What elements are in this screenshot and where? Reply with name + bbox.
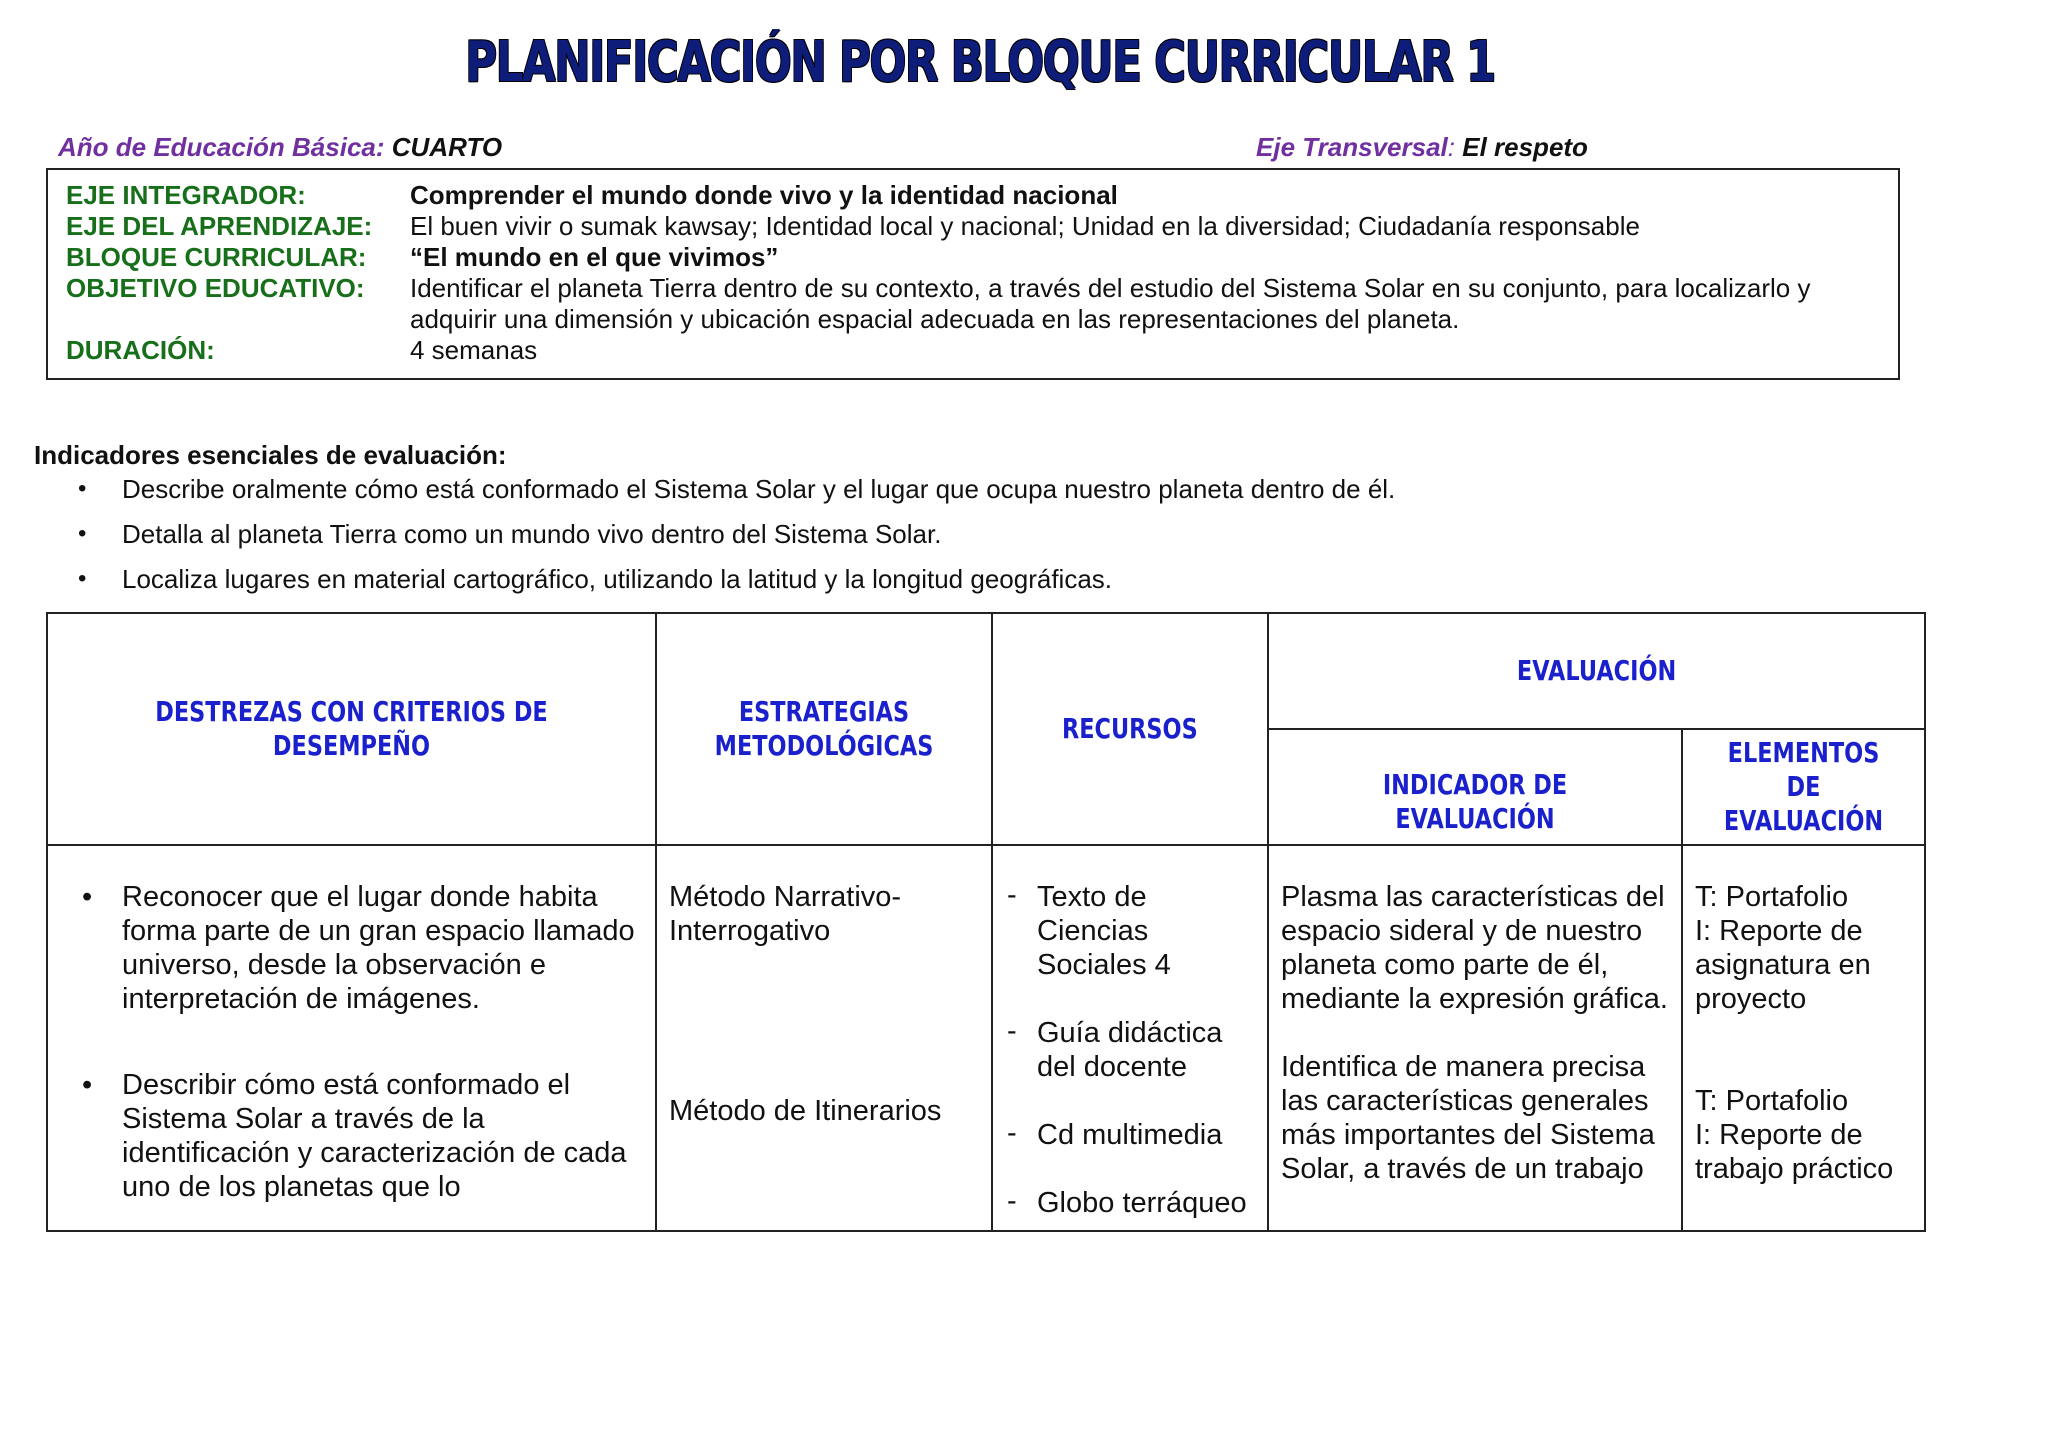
estrategia-item: Método de Itinerarios: [669, 1095, 942, 1127]
grade-level: [58, 132, 502, 163]
spacer: [1281, 1016, 1669, 1050]
cell-recursos: [992, 845, 1268, 1231]
planning-table: [46, 612, 1926, 1232]
indicador-item: Plasma las características del espacio sideral y de nuestro planeta como parte de él, mediante la expresión gráfica.: [1281, 881, 1668, 1015]
header-estrategias: ESTRATEGIAS METODOLÓGICAS: [656, 613, 992, 845]
header-elementos: ELEMENTOS DE EVALUACIÓN: [1682, 729, 1925, 845]
eje-integrador-value: Comprender el mundo donde vivo y la identidad nacional: [410, 180, 1118, 210]
estrategia-item: Método Narrativo-Interrogativo: [669, 881, 902, 947]
grade-level-value: CUARTO: [391, 132, 503, 162]
recurso-item: - Globo terráqueo: [1005, 1186, 1255, 1220]
destrezas-list: [60, 880, 643, 1204]
bloque-label: BLOQUE CURRICULAR:: [66, 242, 367, 272]
spacer: [669, 948, 979, 1094]
duracion-value: 4 semanas: [410, 335, 538, 365]
indicators-list: [70, 474, 1395, 609]
elemento-i: I: Reporte de asignatura en proyecto: [1695, 915, 1871, 1015]
recurso-item: - Texto de Ciencias Sociales 4: [1005, 880, 1255, 982]
objetivo-value: Identificar el planeta Tierra dentro de su contexto, a través del estudio del Sistema Solar en su conjunto, para localizarlo y adquirir una dimensión y ubicación espacial adecuada en las representaciones del planeta.: [410, 273, 1811, 334]
bloque-value: “El mundo en el que vivimos”: [410, 242, 779, 272]
transversal-axis-value: El respeto: [1462, 132, 1588, 162]
info-box: [46, 168, 1900, 380]
eje-aprendizaje-label: EJE DEL APRENDIZAJE:: [66, 211, 373, 241]
cell-destrezas: [47, 845, 656, 1231]
transversal-axis: [1256, 132, 1588, 163]
indicador-item: Identifica de manera precisa las características generales más importantes del Sistema Solar, a través de un trabajo: [1281, 1051, 1655, 1185]
indicator-item: • Describe oralmente cómo está conformado el Sistema Solar y el lugar que ocupa nuestro planeta dentro de él.: [70, 474, 1395, 519]
header-indicador: INDICADOR DE EVALUACIÓN: [1268, 729, 1682, 845]
eje-integrador-label: EJE INTEGRADOR:: [66, 180, 306, 210]
recurso-item: - Guía didáctica del docente: [1005, 1016, 1255, 1084]
header-recursos: RECURSOS: [992, 613, 1268, 845]
spacer: [1695, 1016, 1912, 1084]
grade-level-label: Año de Educación Básica:: [58, 132, 385, 162]
duracion-label: DURACIÓN:: [66, 335, 215, 365]
indicators-title: Indicadores esenciales de evaluación:: [34, 440, 507, 470]
transversal-axis-label: Eje Transversal: [1256, 132, 1448, 162]
indicator-item: • Localiza lugares en material cartográfico, utilizando la latitud y la longitud geográficas.: [70, 564, 1395, 609]
cell-indicador: [1268, 845, 1682, 1231]
indicator-item: • Detalla al planeta Tierra como un mundo vivo dentro del Sistema Solar.: [70, 519, 1395, 564]
destreza-item: • Reconocer que el lugar donde habita forma parte de un gran espacio llamado universo, desde la observación e interpretación de imágenes.: [60, 880, 643, 1016]
header-evaluacion: EVALUACIÓN: [1268, 613, 1925, 729]
header-destrezas: DESTREZAS CON CRITERIOS DE DESEMPEÑO: [47, 613, 656, 845]
recursos-list: [1005, 880, 1255, 1220]
elemento-t: T: Portafolio: [1695, 881, 1849, 913]
elemento-t: T: Portafolio: [1695, 1085, 1849, 1117]
recurso-item: - Cd multimedia: [1005, 1118, 1255, 1152]
transversal-axis-colon: :: [1447, 132, 1455, 162]
elemento-i: I: Reporte de trabajo práctico: [1695, 1119, 1894, 1185]
cell-estrategias: [656, 845, 992, 1231]
page-title: PLANIFICACIÓN POR BLOQUE CURRICULAR 1: [465, 30, 1495, 95]
eje-aprendizaje-value: El buen vivir o sumak kawsay; Identidad local y nacional; Unidad en la diversidad; Ciudadanía responsable: [410, 211, 1640, 241]
destreza-item: • Describir cómo está conformado el Sistema Solar a través de la identificación y caracterización de cada uno de los planetas que lo: [60, 1068, 643, 1204]
objetivo-label: OBJETIVO EDUCATIVO:: [66, 273, 365, 303]
cell-elementos: [1682, 845, 1925, 1231]
